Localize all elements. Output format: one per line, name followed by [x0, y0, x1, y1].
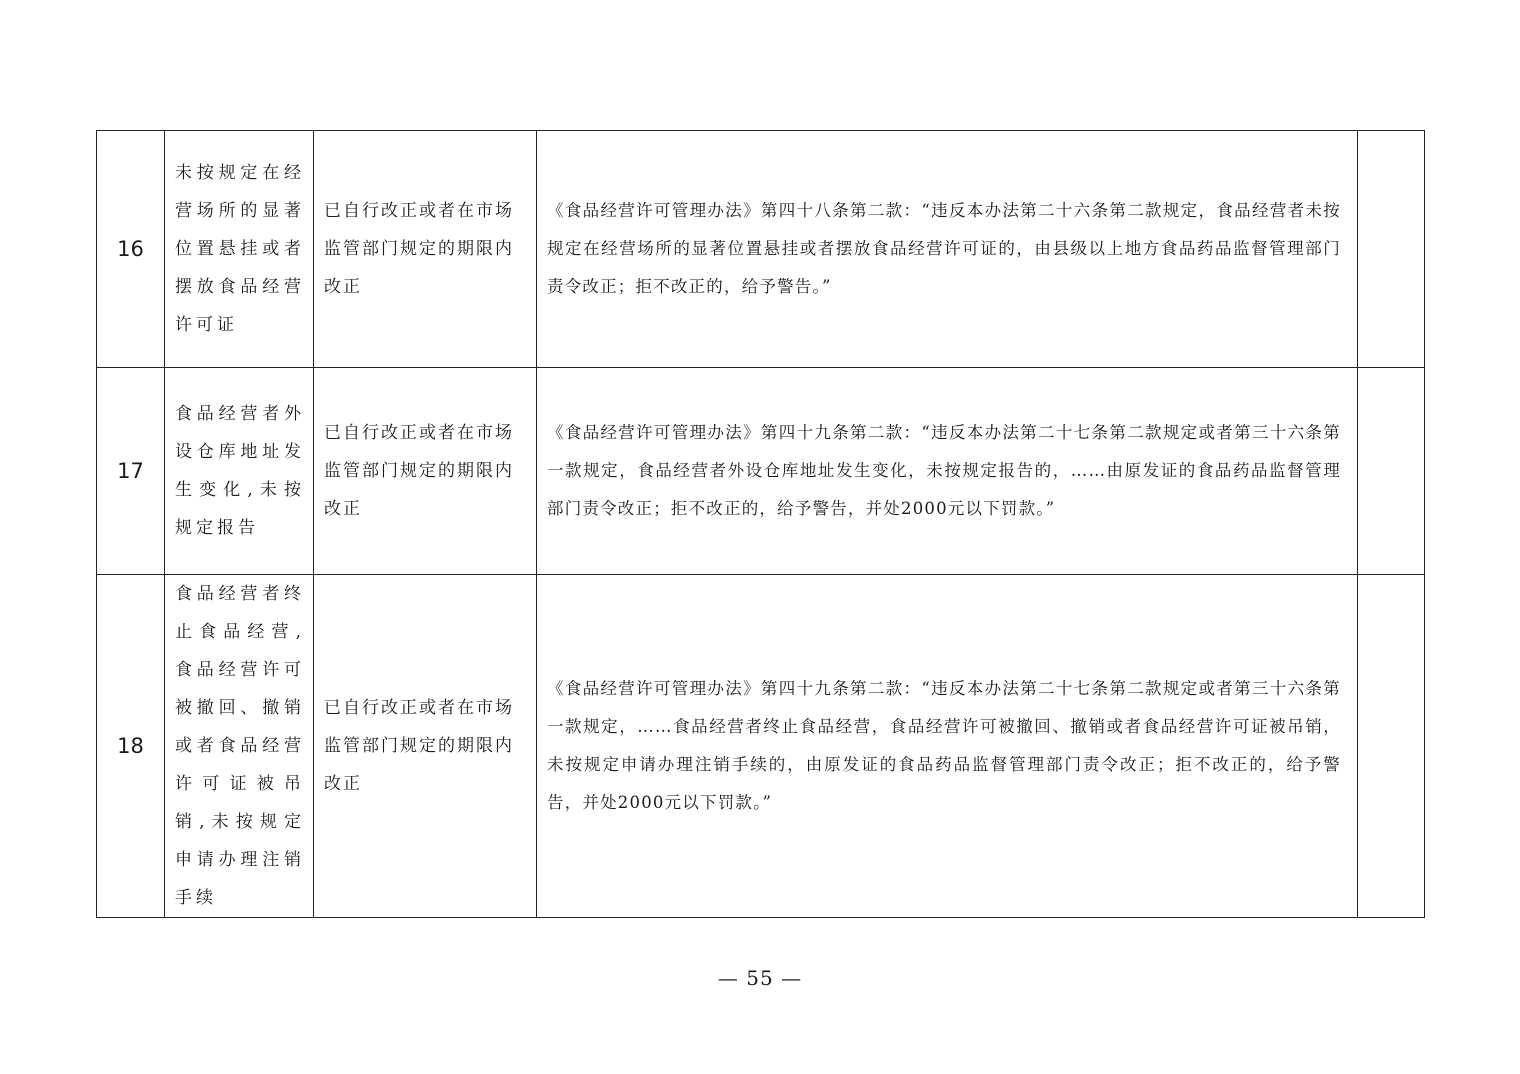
violation-item: 未按规定在经营场所的显著位置悬挂或者摆放食品经营许可证 [165, 131, 314, 368]
row-number: 18 [97, 575, 165, 918]
remarks-cell [1358, 368, 1425, 575]
legal-basis: 《食品经营许可管理办法》第四十八条第二款：“违反本办法第二十六条第二款规定，食品经营者未按规定在经营场所的显著位置悬挂或者摆放食品经营许可证的，由县级以上地方食品药品监督管理部门责令改正；拒不改正的，给予警告。” [537, 131, 1358, 368]
row-number: 16 [97, 131, 165, 368]
correction-condition: 已自行改正或者在市场监管部门规定的期限内改正 [314, 575, 537, 918]
violation-item: 食品经营者外设仓库地址发生变化,未按规定报告 [165, 368, 314, 575]
remarks-cell [1358, 131, 1425, 368]
regulation-table [96, 130, 1425, 918]
table-row [97, 368, 1425, 575]
violation-item: 食品经营者终止食品经营,食品经营许可被撤回、撤销或者食品经营许可证被吊销,未按规定申请办理注销手续 [165, 575, 314, 918]
remarks-cell [1358, 575, 1425, 918]
row-number: 17 [97, 368, 165, 575]
page-number: — 55 — [717, 966, 803, 990]
table-row [97, 131, 1425, 368]
legal-basis: 《食品经营许可管理办法》第四十九条第二款：“违反本办法第二十七条第二款规定或者第三十六条第一款规定，食品经营者外设仓库地址发生变化，未按规定报告的，……由原发证的食品药品监督管理部门责令改正；拒不改正的，给予警告，并处2000元以下罚款。” [537, 368, 1358, 575]
legal-basis: 《食品经营许可管理办法》第四十九条第二款：“违反本办法第二十七条第二款规定或者第三十六条第一款规定，……食品经营者终止食品经营，食品经营许可被撤回、撤销或者食品经营许可证被吊销，未按规定申请办理注销手续的，由原发证的食品药品监督管理部门责令改正；拒不改正的，给予警告，并处2000元以下罚款。” [537, 575, 1358, 918]
correction-condition: 已自行改正或者在市场监管部门规定的期限内改正 [314, 131, 537, 368]
table-row [97, 575, 1425, 918]
correction-condition: 已自行改正或者在市场监管部门规定的期限内改正 [314, 368, 537, 575]
